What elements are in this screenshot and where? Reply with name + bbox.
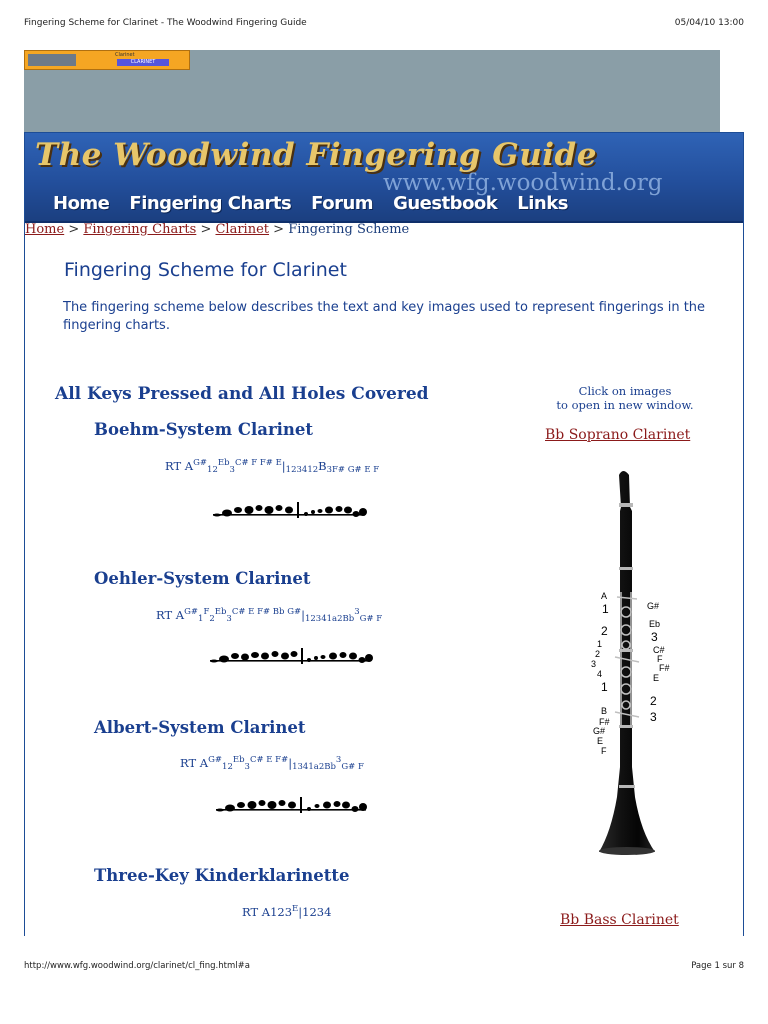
key-label: 1 bbox=[602, 602, 609, 616]
key-label: B bbox=[601, 706, 608, 716]
fing-part: 3 bbox=[326, 465, 333, 475]
fing-part: Bb bbox=[324, 762, 336, 772]
fing-part: 1 bbox=[222, 762, 228, 772]
ad-text: Clarinet bbox=[115, 52, 135, 58]
key-label: E bbox=[597, 736, 604, 746]
fing-part: 1234 bbox=[304, 614, 327, 624]
site-url: www.wfg.woodwind.org bbox=[383, 170, 663, 196]
key-label: F bbox=[601, 746, 607, 756]
sidebar-note bbox=[525, 384, 725, 412]
fing-part: 2 bbox=[209, 614, 215, 624]
key-label: C# bbox=[653, 645, 665, 655]
fing-part: RT A bbox=[156, 608, 185, 622]
fing-part: G# F bbox=[359, 614, 383, 624]
fing-part: 2 bbox=[227, 762, 233, 772]
site-header bbox=[25, 133, 743, 223]
fing-part: F# G# E F bbox=[332, 465, 380, 475]
print-header bbox=[24, 18, 744, 32]
key-label: F# bbox=[659, 663, 670, 673]
fing-part: E bbox=[292, 904, 299, 914]
key-label: 3 bbox=[650, 710, 657, 724]
main-nav bbox=[53, 193, 588, 214]
key-label: Eb bbox=[649, 619, 661, 629]
key-label: 2 bbox=[595, 649, 601, 659]
fing-part: G# bbox=[208, 755, 223, 765]
key-label: 4 bbox=[597, 669, 603, 679]
nav-fingering-charts[interactable]: Fingering Charts bbox=[129, 193, 292, 214]
nav-guestbook[interactable]: Guestbook bbox=[393, 193, 498, 214]
oehler-fingering-text bbox=[156, 607, 382, 624]
soprano-clarinet-link[interactable]: Bb Soprano Clarinet bbox=[545, 427, 691, 443]
fing-part: 3 bbox=[229, 465, 235, 475]
fing-part: Eb bbox=[232, 755, 245, 765]
fing-part: 1 bbox=[308, 762, 314, 772]
key-label: A bbox=[601, 591, 608, 601]
key-label: 3 bbox=[591, 659, 597, 669]
breadcrumb bbox=[25, 222, 409, 237]
kinder-heading: Three-Key Kinderklarinette bbox=[94, 866, 350, 885]
albert-heading: Albert-System Clarinet bbox=[94, 718, 306, 737]
albert-fingering-text bbox=[180, 755, 364, 772]
ad-button[interactable]: CLARINET bbox=[117, 59, 169, 66]
fing-part: 2 bbox=[212, 465, 218, 475]
fing-part: 2 bbox=[312, 465, 319, 475]
key-label: 2 bbox=[601, 624, 608, 638]
fing-part: C# F F# E bbox=[234, 458, 282, 468]
sidebar-note-line1: Click on images bbox=[578, 384, 672, 398]
fing-part: | bbox=[301, 608, 305, 622]
fing-part: RT A bbox=[180, 756, 209, 770]
fing-part: F bbox=[203, 607, 210, 617]
ad-banner[interactable] bbox=[24, 50, 190, 70]
fing-part: 3 bbox=[354, 607, 360, 617]
print-page-number: Page 1 sur 8 bbox=[691, 961, 744, 971]
kinder-fingering-text bbox=[242, 904, 331, 919]
key-label: 3 bbox=[651, 630, 658, 644]
fing-part: | bbox=[281, 459, 286, 473]
key-label: 1 bbox=[601, 680, 608, 694]
breadcrumb-separator: > bbox=[196, 222, 216, 237]
fing-part: a bbox=[332, 614, 338, 624]
fing-part: | bbox=[298, 905, 303, 919]
boehm-key-image[interactable] bbox=[211, 498, 371, 526]
clarinet-image[interactable] bbox=[577, 467, 695, 861]
print-url: http://www.wfg.woodwind.org/clarinet/cl_fing.html#a bbox=[24, 961, 250, 971]
print-datetime: 05/04/10 13:00 bbox=[674, 18, 744, 28]
fing-part: Eb bbox=[214, 607, 227, 617]
fing-part: 2 bbox=[318, 762, 325, 772]
fing-part: RT A123 bbox=[242, 905, 293, 919]
breadcrumb-separator: > bbox=[64, 222, 84, 237]
fing-part: G# bbox=[193, 458, 208, 468]
fing-part: 3 bbox=[226, 614, 232, 624]
fing-part: 1234 bbox=[285, 465, 308, 475]
oehler-heading: Oehler-System Clarinet bbox=[94, 569, 311, 588]
fing-part: | bbox=[288, 756, 293, 770]
key-label: F bbox=[657, 654, 663, 664]
page-frame bbox=[24, 132, 744, 936]
nav-links[interactable]: Links bbox=[517, 193, 568, 214]
intro-text: The fingering scheme below describes the text and key images used to represent fingerings in the fingering charts. bbox=[63, 300, 706, 333]
boehm-fingering-text bbox=[165, 458, 379, 475]
bass-clarinet-link[interactable]: Bb Bass Clarinet bbox=[560, 912, 679, 928]
fing-part: G# bbox=[184, 607, 199, 617]
print-page-title: Fingering Scheme for Clarinet - The Woodwind Fingering Guide bbox=[24, 18, 307, 28]
fing-part: RT A bbox=[165, 459, 194, 473]
page-title: Fingering Scheme for Clarinet bbox=[64, 259, 347, 281]
breadcrumb-home[interactable]: Home bbox=[25, 222, 65, 237]
fing-part: G# F bbox=[341, 762, 364, 772]
nav-forum[interactable]: Forum bbox=[311, 193, 374, 214]
clarinet-body bbox=[599, 471, 655, 855]
print-footer bbox=[24, 961, 744, 975]
key-label: 1 bbox=[597, 639, 603, 649]
section-heading: All Keys Pressed and All Holes Covered bbox=[55, 384, 429, 404]
fing-part: 1 bbox=[326, 614, 333, 624]
sidebar-note-line2: to open in new window. bbox=[556, 398, 694, 412]
fing-part: 1234 bbox=[302, 905, 332, 919]
boehm-heading: Boehm-System Clarinet bbox=[94, 420, 314, 439]
breadcrumb-clarinet[interactable]: Clarinet bbox=[215, 222, 270, 237]
fing-part: 1 bbox=[307, 465, 313, 475]
key-label: E bbox=[653, 673, 660, 683]
breadcrumb-fingering-charts[interactable]: Fingering Charts bbox=[83, 222, 197, 237]
site-logo[interactable]: The Woodwind Fingering Guide bbox=[35, 137, 597, 173]
fing-part: C# E F# Bb G# bbox=[231, 607, 302, 617]
ad-image bbox=[28, 54, 76, 66]
fing-part: C# E F# bbox=[249, 755, 289, 765]
fing-part: Bb bbox=[342, 614, 355, 624]
fing-part: 2 bbox=[337, 614, 343, 624]
key-label: 2 bbox=[650, 694, 657, 708]
fing-part: 3 bbox=[335, 755, 342, 765]
fing-part: 3 bbox=[244, 762, 250, 772]
fing-part: 134 bbox=[292, 762, 309, 772]
fing-part: a bbox=[313, 762, 319, 772]
key-label: G# bbox=[647, 601, 660, 611]
breadcrumb-current: Fingering Scheme bbox=[288, 222, 410, 237]
fing-part: 1 bbox=[198, 614, 204, 624]
fing-part: Eb bbox=[217, 458, 230, 468]
nav-home[interactable]: Home bbox=[53, 193, 110, 214]
fing-part: B bbox=[318, 459, 327, 473]
albert-key-image[interactable] bbox=[214, 793, 374, 821]
fing-part: 1 bbox=[207, 465, 213, 475]
key-label: G# bbox=[593, 726, 606, 736]
breadcrumb-separator: > bbox=[269, 222, 289, 237]
key-label: F# bbox=[599, 717, 610, 727]
oehler-key-image[interactable] bbox=[208, 644, 378, 672]
